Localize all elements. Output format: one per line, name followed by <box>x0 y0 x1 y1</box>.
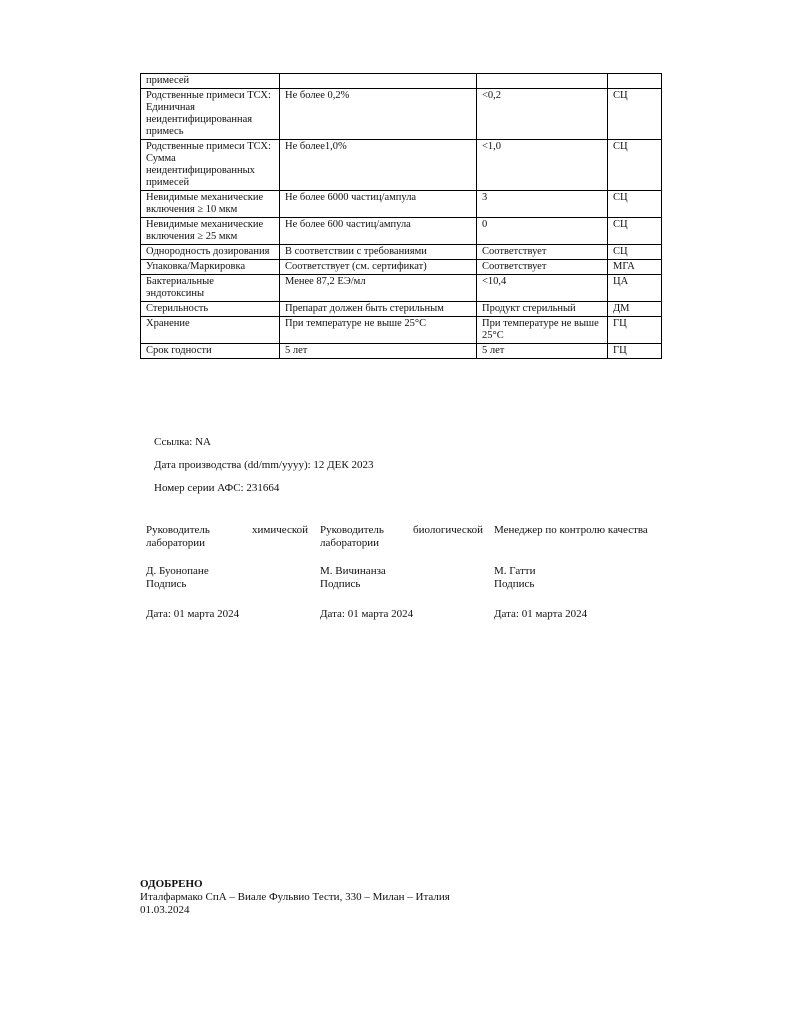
signature-title-part: Руководитель <box>146 524 210 536</box>
result-cell: <1,0 <box>477 140 608 191</box>
approval-footer <box>140 878 450 917</box>
result-cell: При температуре не выше 25°C <box>477 317 608 344</box>
signature-block-qc-manager <box>494 524 664 621</box>
table-row <box>141 74 662 89</box>
method-cell: ЦА <box>608 275 662 302</box>
result-cell: Продукт стерильный <box>477 302 608 317</box>
parameter-cell: Невидимые механические включения ≥ 25 мкм <box>141 218 280 245</box>
requirement-cell: Препарат должен быть стерильным <box>280 302 477 317</box>
result-cell: 0 <box>477 218 608 245</box>
result-cell <box>477 74 608 89</box>
signature-label: Подпись <box>494 578 535 590</box>
requirement-cell: Менее 87,2 ЕЭ/мл <box>280 275 477 302</box>
requirement-cell <box>280 74 477 89</box>
signature-block-chem-lab <box>146 524 308 621</box>
result-cell: <0,2 <box>477 89 608 140</box>
signature-title-part: лаборатории <box>320 537 380 549</box>
approved-stamp-text: ОДОБРЕНО <box>140 878 203 890</box>
signature-label: Подпись <box>320 578 361 590</box>
signature-date: Дата: 01 марта 2024 <box>146 608 240 620</box>
requirement-cell: Соответствует (см. сертификат) <box>280 260 477 275</box>
requirement-cell: При температуре не выше 25°C <box>280 317 477 344</box>
result-cell: 3 <box>477 191 608 218</box>
table-row <box>141 89 662 140</box>
parameter-cell: Невидимые механические включения ≥ 10 мкм <box>141 191 280 218</box>
parameter-cell: Срок годности <box>141 344 280 359</box>
method-cell <box>608 74 662 89</box>
approval-date: 01.03.2024 <box>140 904 190 916</box>
signature-block-bio-lab <box>320 524 483 621</box>
signatory-name: Д. Буонопане <box>146 565 209 577</box>
signature-title-part: химической <box>252 524 308 536</box>
table-row <box>141 302 662 317</box>
signature-title-part: биологической <box>413 524 483 536</box>
specification-table <box>140 73 662 359</box>
requirement-cell: 5 лет <box>280 344 477 359</box>
parameter-cell: Однородность дозирования <box>141 245 280 260</box>
company-address: Италфармако СпА – Виале Фульвио Тести, 330 – Милан – Италия <box>140 891 450 903</box>
requirement-cell: Не более 6000 частиц/ампула <box>280 191 477 218</box>
method-cell: ДМ <box>608 302 662 317</box>
method-cell: СЦ <box>608 89 662 140</box>
method-cell: ГЦ <box>608 317 662 344</box>
result-cell: 5 лет <box>477 344 608 359</box>
signatory-name: М. Вичинанза <box>320 565 386 577</box>
method-cell: СЦ <box>608 140 662 191</box>
parameter-cell: Упаковка/Маркировка <box>141 260 280 275</box>
signature-label: Подпись <box>146 578 187 590</box>
method-cell: СЦ <box>608 245 662 260</box>
table-row <box>141 260 662 275</box>
production-date-line: Дата производства (dd/mm/yyyy): 12 ДЕК 2023 <box>154 459 374 471</box>
signature-title-part: лаборатории <box>146 537 206 549</box>
result-cell: <10,4 <box>477 275 608 302</box>
table-row <box>141 140 662 191</box>
method-cell: МГА <box>608 260 662 275</box>
reference-line: Ссылка: NA <box>154 436 211 448</box>
signature-title-part: Руководитель <box>320 524 384 536</box>
parameter-cell: Бактериальные эндотоксины <box>141 275 280 302</box>
parameter-cell: Хранение <box>141 317 280 344</box>
requirement-cell: Не более 600 частиц/ампула <box>280 218 477 245</box>
table-row <box>141 317 662 344</box>
parameter-cell: Стерильность <box>141 302 280 317</box>
parameter-cell: Родственные примеси ТСХ: Единичная неидентифицированная примесь <box>141 89 280 140</box>
result-cell: Соответствует <box>477 260 608 275</box>
table-row <box>141 275 662 302</box>
table-row <box>141 218 662 245</box>
signature-date: Дата: 01 марта 2024 <box>320 608 414 620</box>
table-row <box>141 344 662 359</box>
method-cell: СЦ <box>608 218 662 245</box>
batch-number-line: Номер серии АФС: 231664 <box>154 482 280 494</box>
table-row <box>141 191 662 218</box>
table-row <box>141 245 662 260</box>
parameter-cell: Родственные примеси ТСХ: Сумма неидентифицированных примесей <box>141 140 280 191</box>
requirement-cell: В соответствии с требованиями <box>280 245 477 260</box>
result-cell: Соответствует <box>477 245 608 260</box>
signatory-name: М. Гатти <box>494 565 536 577</box>
signature-date: Дата: 01 марта 2024 <box>494 608 588 620</box>
parameter-cell: примесей <box>141 74 280 89</box>
signature-title-part: Менеджер по контролю качества <box>494 524 648 536</box>
method-cell: СЦ <box>608 191 662 218</box>
specification-table-body <box>141 74 662 359</box>
requirement-cell: Не более1,0% <box>280 140 477 191</box>
requirement-cell: Не более 0,2% <box>280 89 477 140</box>
method-cell: ГЦ <box>608 344 662 359</box>
